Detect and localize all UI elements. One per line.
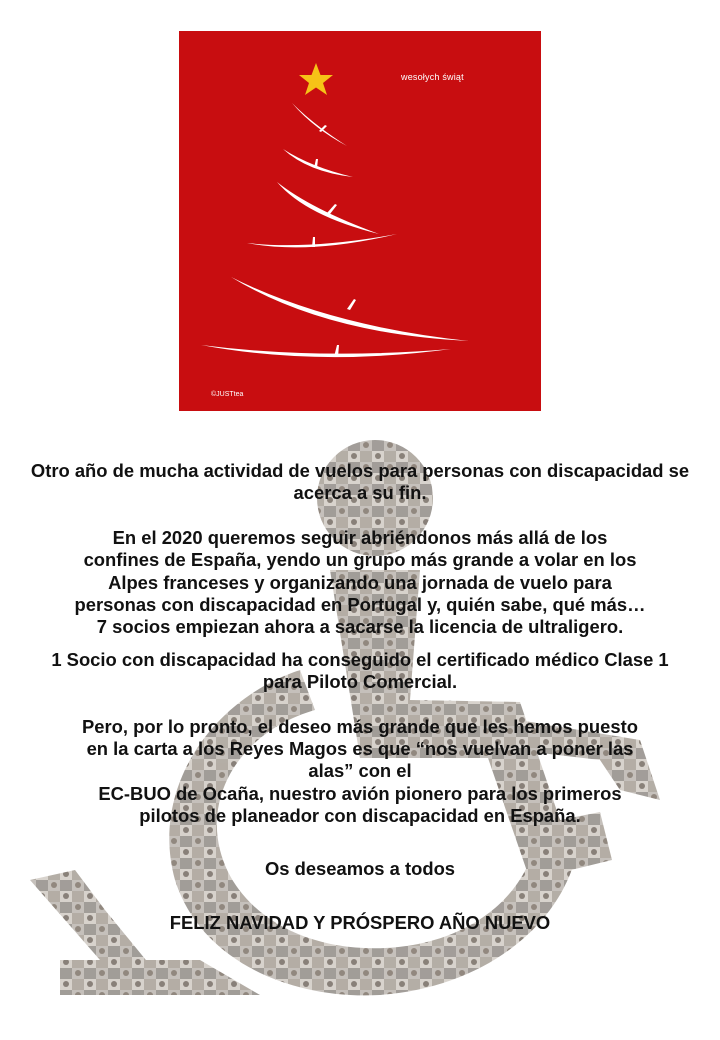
star-icon <box>299 63 333 95</box>
message-paragraph-4 <box>30 716 690 828</box>
message-paragraph-1: Otro año de mucha actividad de vuelos para personas con discapacidad se acerca a su fin. <box>30 460 690 504</box>
message-paragraph-4-line-2: en la carta a los Reyes Magos es que “nos vuelvan a poner las <box>86 738 634 760</box>
message-paragraph-4-line-1: Pero, por lo pronto, el deseo más grande que les hemos puesto <box>82 715 638 737</box>
message-paragraph-6: FELIZ NAVIDAD Y PRÓSPERO AÑO NUEVO <box>169 912 551 934</box>
message-text-block <box>30 460 690 935</box>
christmas-card-image <box>179 31 541 411</box>
card-greeting-text: wesołych świąt <box>401 72 464 82</box>
message-paragraph-3: 1 Socio con discapacidad ha conseguido el certificado médico Clase 1 para Piloto Comercial. <box>51 648 669 693</box>
message-paragraph-2-line-3: Alpes franceses y organizando una jornada de vuelo para <box>108 571 612 593</box>
glider-5-icon <box>231 277 469 341</box>
card-credit-text: ©JUSTtea <box>211 391 244 398</box>
glider-3-icon <box>277 182 379 234</box>
message-paragraph-2-line-5: 7 socios empiezan ahora a sacarse la licencia de ultraligero. <box>96 616 624 638</box>
glider-2-icon <box>283 149 353 177</box>
glider-4-icon <box>247 234 397 247</box>
message-paragraph-5: Os deseamos a todos <box>264 857 456 879</box>
message-paragraph-4-line-5: pilotos de planeador con discapacidad en España. <box>139 805 581 827</box>
message-paragraph-2-line-1: En el 2020 queremos seguir abriéndonos más allá de los <box>112 526 608 548</box>
glider-6-icon <box>201 345 451 357</box>
message-paragraph-4-line-3: alas” con el <box>308 760 412 782</box>
message-paragraph-4-line-4: EC-BUO de Ocaña, nuestro avión pionero para los primeros <box>98 782 622 804</box>
message-paragraph-2-line-2: confines de España, yendo un grupo más grande a volar en los <box>83 549 637 571</box>
message-paragraph-2-line-4: personas con discapacidad en Portugal y, quién sabe, qué más… <box>74 594 646 616</box>
symbol-base <box>60 960 260 995</box>
glider-tree-illustration <box>179 31 541 411</box>
glider-1-icon <box>292 103 347 146</box>
message-paragraph-2 <box>30 527 690 639</box>
